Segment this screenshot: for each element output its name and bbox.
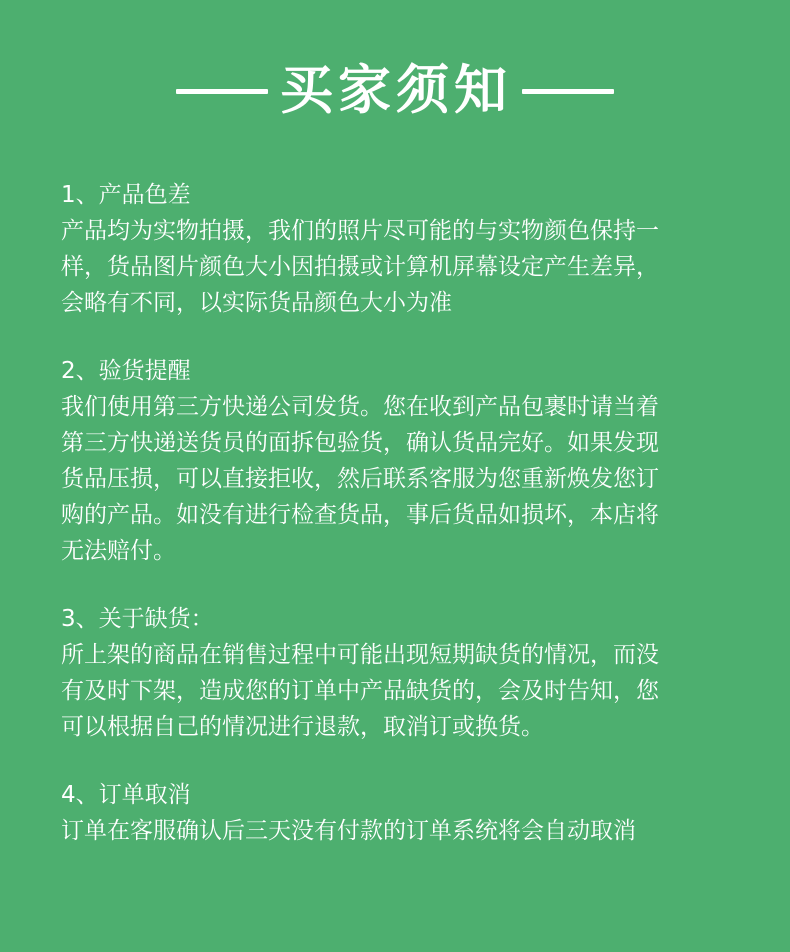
section-text-line: 样，货品图片颜色大小因拍摄或计算机屏幕设定产生差异， (61, 254, 659, 280)
section-text-line: 有及时下架，造成您的订单中产品缺货的，会及时告知，您 (61, 678, 659, 704)
section-text-line: 会略有不同，以实际货品颜色大小为准 (61, 290, 452, 316)
section-text-line: 产品均为实物拍摄，我们的照片尽可能的与实物颜色保持一 (61, 218, 659, 244)
section-heading: 3、关于缺货： (61, 606, 214, 632)
section-text-line: 订单在客服确认后三天没有付款的订单系统将会自动取消 (61, 818, 636, 844)
notice-section-out-of-stock (61, 601, 733, 745)
section-text-line: 货品压损，可以直接拒收，然后联系客服为您重新焕发您订 (61, 466, 659, 492)
notice-content (61, 177, 733, 881)
section-heading: 2、验货提醒 (61, 358, 191, 384)
notice-section-color-difference (61, 177, 733, 321)
section-text-line: 购的产品。如没有进行检查货品，事后货品如损坏，本店将 (61, 502, 659, 528)
notice-section-inspection-reminder (61, 353, 733, 569)
section-text-line: 第三方快递送货员的面拆包验货，确认货品完好。如果发现 (61, 430, 659, 456)
title-row (0, 58, 790, 124)
section-text-line: 无法赔付。 (61, 538, 176, 564)
notice-section-order-cancellation (61, 777, 733, 849)
section-text-line: 所上架的商品在销售过程中可能出现短期缺货的情况，而没 (61, 642, 659, 668)
page-title: 买家须知 (280, 60, 512, 121)
section-heading: 4、订单取消 (61, 782, 191, 808)
title-left-rule (176, 89, 268, 94)
section-text-line: 可以根据自己的情况进行退款，取消订或换货。 (61, 714, 544, 740)
section-heading: 1、产品色差 (61, 182, 191, 208)
title-right-rule (522, 89, 614, 94)
section-text-line: 我们使用第三方快递公司发货。您在收到产品包裹时请当着 (61, 394, 659, 420)
